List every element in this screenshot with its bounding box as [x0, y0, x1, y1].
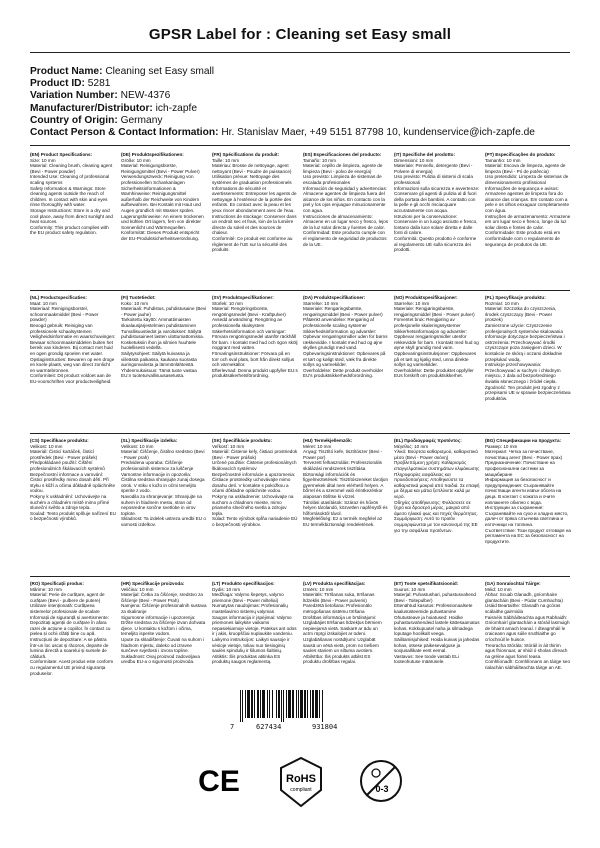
spec-body: Tamaño: 10 mm Material: cepillo de limpieza, agente de limpieza (Bevi - polvo de energía) Uso previsto: Limpieza de sistemas de escalada profesionales Información de seguridad y advertencias: Almacene agentes de limpieza fuera del alcance de los niños. En contacto con la piel y los ojos enjuague minuciosamente con agua. Instrucciones de almacenamiento: Almacene en un lugar seco y fresco, lejos de la luz solar directa y fuentes de calor. Conformidad: Este producto cumple con el reglamento de seguridad de productos de la UE. — [303, 157, 389, 247]
barcode-bar — [242, 690, 243, 722]
contact-row: Contact Person & Contact Information: Hr. Stanislav Maer, +49 5151 87798 10, kundenservice@ich-zapfe.de — [30, 127, 535, 139]
spec-cell — [303, 295, 389, 429]
barcode-bar — [322, 690, 323, 722]
barcode-group-right: 931804 — [312, 723, 338, 731]
barcode-bar — [260, 690, 261, 718]
barcode-bar — [251, 690, 253, 718]
spec-cell — [394, 295, 480, 429]
spec-heading: (DE) Produktspezifikationen: — [121, 152, 184, 157]
spec-body: Rozmiar: 10 mm Materiał: Szczotka do czyszczenia, środek czyszczący (Bevi - Power proszek) Zamierzone użycie: Czyszczenie profesjonalnych systemów skalowania Informacje dotyczące bezpieczeństwa i ostrzeżenia: Przechowywać środki czyszczące poza zasięgiem dzieci. W kontakcie ze skórą i oczami dokładnie przepłukać wodą. Instrukcje przechowywania: Przechowywać w suchym i chłodnym miejscu, z dala od bezpośredniego światła słonecznego i źródeł ciepła. Zgodność: Ten produkt jest zgodny z przepisami UE w sprawie bezpieczeństwa produktów. — [485, 300, 571, 401]
spec-body: Velikost: 10 mm Material: Čiščenje, čistilno sredstvo (Bevi - Power prah) Predvidena uporaba: Čiščenje profesionalnih sistemov za luščenje Varnostne informacije in opozorila: Čistilna sredstva shranjujte zunaj dosega otrok. V stiku s kožo in očmi temeljito sperite z vodo. Navodila za shranjevanje: Shranjujte na suhem in hladnem mestu, stran od neposredne sončne svetlobe in virov toplote. Skladnost: Ta izdelek ustreza uredbi EU o varnosti izdelkov. — [121, 443, 206, 527]
barcode-bar — [247, 690, 250, 718]
spec-body: Størrelse: 10 mm Materiale: Rengjøringsbørste, rengjøringsmiddel (Bevi - Power pulver) Forventet bruk: Rengjøring av profesjonelle skaleringssystemer Sikkerhetsinformasjon og advarsler: Oppbevar rengjøringsmidler utenfor rekkevidde for barn. I kontakt med hud og øyne skyll grundig med vann. Oppbevaringsinstruksjoner: Oppbevares på et tørt og kjølig sted, unna direkte sollys og varmekilder. Overholdelse: Dette produktet oppfyller EUs forskrift om produktsikkerhet. — [394, 300, 479, 379]
spec-body: Méret: 10 mm Anyag: Tisztító kefe, tisztítószer (Bevi - Power por) Tervezett felhasználás: Professzionális skálázási rendszerek tisztítása Biztonsági információk és figyelmeztetések: Tisztítószereket tároljon gyermekek által nem elérhető helyen. A bőrrel és a szemmel való érintkezéskor alaposan öblítse ki vízzel. Tárolási utasítások: Száraz és hűvös helyen tárolandó, közvetlen napfénytől és hőforrásoktól távol. Megfelelőség: Ez a termék megfelel az EU termékbiztonsági rendeletének. — [303, 443, 389, 527]
spec-body: Размер: 10 mm Материал: Четка за почистване, почистващ агент (Bevi - Power прах) Предназначение: Почистване на професионални системи за мащабиране Информация за безопасност и предупреждения: Съхранявайте почистващи агенти извън обсега на деца. В контакт с кожата и очите изплакнете обилно с вода. Инструкции за съхранение: Съхранявайте на сухо и хладно място, далеч от пряка слънчева светлина и източници на топлина. Съответствие: Този продукт отговаря на регламента на ЕС за безопасност на продуктите. — [485, 443, 571, 544]
barcode-bar — [315, 690, 318, 718]
spec-cell — [30, 295, 116, 429]
spec-heading: (ES) Especificaciones del producto: — [303, 152, 382, 157]
spec-body: Tamanho: 10 mm Material: Escova de limpeza, agente de limpeza (Bevi - Pó de potência) Uso pretendido: Limpeza de sistemas de dimensionamento profissional Informações de segurança e avisos: Armazene agentes de limpeza fora do alcance das crianças. Em contato com a pele e os olhos enxaguar completamente com água. Instruções de armazenamento: Armazene em um lugar seco e fresco, longe da luz solar direta e fontes de calor. Conformidade: Este produto está em conformidade com o regulamento de segurança de produtos da UE. — [485, 157, 571, 247]
spec-body: Size: 10 mm Material: Cleaning brush, cleaning agent (Bevi - Power powder) Intended Use: Cleaning of professional scaling systems Safety Information & Warnings: Store cleaning agents outside the reach of children. In contact with skin and eyes rinse thoroughly with water. Storage Instructions: Store in a dry and cool place, away from direct sunlight and heat sources. Conformity: This product complies with the EU product safety regulation. — [30, 157, 113, 236]
barcode-bar — [245, 690, 246, 718]
spec-band — [30, 152, 571, 286]
barcode-bar — [310, 690, 311, 718]
spec-cell — [30, 152, 116, 286]
spec-body: Taille: 10 mm Matériau: Brosse de nettoyage, agent nettoyant (Bevi - Poudre de puissance) Utilisation prévue: Nettoyage des systèmes de graduation professionnels Informations de sécurité et avertissements: Entreposer les agents de nettoyage à l'extérieur de la portée des enfants. En contact avec la peau et les yeux rincer abondamment avec de l'eau. Instructions de stockage: Conserver dans un endroit sec et frais, loin de la lumière directe du soleil et des sources de chaleur. Conformité: Ce produit est conforme au règlement de l'UE sur la sécurité des produits. — [212, 157, 297, 253]
spec-cell — [121, 152, 207, 286]
spec-heading: (EL) Προδιαγραφές προϊόντος: — [394, 438, 462, 443]
label-title: GPSR Label for : Cleaning set Easy small — [148, 26, 452, 43]
barcode-bar — [304, 690, 306, 718]
barcode-bars — [238, 690, 370, 722]
rohs-mark-icon — [277, 756, 325, 808]
barcode-bar — [300, 690, 303, 718]
spec-body: Veľkosť: 10 mm Materiál: Čistenie kefy, čistiaci prostriedok (Bevi - Power prášok) Určené použitie: Čistenie profesionálnych škálovacích systémov Bezpečnostné informácie a upozornenia: Čistiace prostriedky uchovávajte mimo dosahu detí. V kontakte s pokožkou a očami dôkladne opláchnite vodou. Pokyny na uskladnenie: Uchovávajte na suchom a chladnom mieste, mimo priameho slnečného svetla a zdrojov tepla. Súlad: Tento výrobok spĺňa nariadenie EÚ o bezpečnosti výrobkov. — [212, 443, 298, 527]
spec-heading: (SK) Špecifikácie produktu: — [212, 438, 272, 443]
barcode-bar — [272, 690, 273, 718]
spec-cell — [394, 438, 480, 572]
spec-heading: (ET) Toote spetsifikatsioonid: — [394, 581, 459, 586]
divider — [30, 52, 570, 53]
spec-heading: (EN) Product Specifications: — [30, 152, 93, 157]
spec-body: Méid: 10 mm Ábhar: Scuab Glanadh, gníomhaire glantacháin (Bevi - Púdar Cumhachta) Úsáid Beartaithe: Glanadh na gcóras scálaithe gairmiúla Faisnéis Sábháilteachta agus Rabhaidh: Gníomhairí glantacháin a stóráil lasmuigh de bhaint amach leanaí. I dteagmháil le craiceann agus súile sruthlaithe go críochnúil le huisce. Treoracha Stórála: Stóráil in áit thirim agus fhionnuar, ar shiúl ó sholas díreach na gréine agus foinsí teasa. Comhlíonadh: Comhlíonann an táirge seo rialachán sábháilteachta táirge an AE. — [485, 586, 571, 670]
spec-cell — [485, 581, 571, 715]
spec-heading: (CS) Specifikace produktu: — [30, 438, 89, 443]
spec-body: Μέγεθος: 10 mm Υλικό: Βούρτσα καθαρισμού, καθαριστικό μέσο (Bevi - Power σκόνη) Προβλεπόμενη χρήση: Καθαρισμός επαγγελματικών συστημάτων κλιμάκωσης Πληροφορίες ασφάλειας και προειδοποιήσεις: Αποθηκεύστε τα καθαριστικά μακριά από παιδιά. Σε επαφή με δέρμα και μάτια ξεπλύνετε καλά με νερό. Οδηγίες αποθήκευσης: Φυλάσσετε σε ξηρό και δροσερό μέρος, μακριά από άμεσο ηλιακό φως και πηγές θερμότητας. Συμμόρφωση: Αυτό το προϊόν συμμορφώνεται με τον κανονισμό της ΕΕ για την ασφάλεια προϊόντων. — [394, 443, 480, 533]
spec-heading: (LT) Produkto specifikacijos: — [212, 581, 275, 586]
divider — [30, 433, 570, 434]
spec-body: Størrelse: 10 mm Materiale: Rengøringsbørste, rengøringsmiddel (Bevi - Power pulver) Påtænkt anvendelse: Rengøring af professionelle scaling systemer Sikkerhedsinformation og advarsler: Opbevar rengøringsmidler uden for børns rækkevidde. I kontakt med hud og øjne skylles grundigt med vand. Opbevaringsinstruktioner: Opbevares på et tørt og køligt sted, væk fra direkte sollys og varmekilder. Overholdelse: Dette produkt overholder EU's produktsikkerhedsforordning. — [303, 300, 388, 379]
spec-cell — [485, 295, 571, 429]
barcode-bar — [312, 690, 314, 718]
svg-text:0-3: 0-3 — [375, 784, 389, 794]
spec-cell — [485, 438, 571, 572]
spec-body: Velikost: 10 mm Materiál: Čisticí kartáček, čisticí prostředek (Bevi - Power prášek) Předpokládané použití: Čištění profesionálních škálovacích systémů Bezpečnostní informace a varování: Čisticí prostředky mimo dosah dětí. Při styku s kůží a očima důkladně opláchněte vodou. Pokyny k uskladnění: Uchovávejte na suchém a chladném místě mimo přímé sluneční světlo a zdroje tepla. Soulad: Tento produkt splňuje nařízení EU o bezpečnosti výrobků. — [30, 443, 116, 522]
barcode-bar — [254, 690, 255, 718]
spec-heading: (GA) Sonraíochtaí Táirge: — [485, 581, 541, 586]
spec-heading: (IT) Specifiche del prodotto: — [394, 152, 455, 157]
product-info — [30, 66, 575, 139]
ean-barcode — [230, 690, 380, 734]
spec-heading: (RO) Specificații produs: — [30, 581, 84, 586]
spec-cell — [121, 438, 207, 572]
spec-cell — [394, 581, 480, 715]
spec-heading: (NL) Productspecificaties: — [30, 295, 87, 300]
spec-body: Koko: 10 mm Materiaali: Puhdistus, puhdistusaine (Bevi - Power jauhe) Tarkoitettu käyttö: Ammattimaisten skaalausjärjestelmien puhdistaminen Turvallisuustiedot ja varoitukset: Säilytä puhdistusaineet lasten ulottumattomissa. Kosketuksiin ihon ja silmien huuhtele huolellisesti vedellä. Säilytysohjeet: Säilytä kuivassa ja viileässä paikassa, kaukana suorasta auringonvalosta ja lämmönlähteistä. Yhdenmukaisuus: Tämä tuote vastaa EU:n tuoteturvallisuusasetusta. — [121, 300, 207, 379]
product-id-row: Product ID: 5281 — [30, 78, 111, 90]
spec-cell — [30, 581, 116, 715]
barcode-bar — [269, 690, 270, 718]
divider — [30, 290, 570, 291]
variation-number-row: Variation Number: NEW-4376 — [30, 90, 171, 102]
spec-cell — [212, 295, 298, 429]
product-name-row: Product Name: Cleaning set Easy small — [30, 66, 215, 77]
barcode-bar — [296, 690, 297, 718]
spec-cell — [303, 438, 389, 572]
spec-cell — [212, 438, 298, 572]
barcode-bar — [240, 690, 241, 722]
spec-body: Veličina: 10 mm Materijal: Četka za čišćenje, sredstvo za čišćenje (Bevi - Power Prah) Namjena: Čišćenje profesionalnih sustava za skaliranje Sigurnosne informacije i upozorenja: Držite sredstva za čišćenje izvan dohvata djece. U kontaktu s kožom i očima, temeljito isperite vodom. Upute za skladištenje: Čuvati na suhom i hladnom mjestu, daleko od izravne sunčeve svjetlosti i izvora topline. Sukladnost: Ovaj proizvod zadovoljava uredbu EU-a o sigurnosti proizvoda. — [121, 586, 207, 665]
spec-body: Mărime: 10 mm Material: Perie de curățare, agent de curățare (Bevi - pulbere de putere) Utilizare intenționată: Curățarea sistemelor profesionale de scalare Informații de siguranță și avertismente: Depozitați agenții de curățare în afara razei de acțiune a copiilor. În contact cu pielea și ochii clătiți bine cu apă. Instrucțiuni de depozitare: A se păstra într-un loc uscat și răcoros, departe de lumina directă a soarelui și sursele de căldură. Conformitate: Acest produs este conform cu regulamentul UE privind siguranța produselor. — [30, 586, 114, 676]
spec-body: Suurus: 10 mm Materjal: Puhastushari, puhastusvahend (Bevi - Toitepulber) Ettenähtud kasutus: Professionaalsete kaalusüsteemide puhastamine Ohutusteave ja hoiatused: Hoidke puhastusvahendeid lastele kättesaamatus kohas. Kokkupuutel naha ja silmadega loputage hoolikalt veega. Säilitamisjuhised: Hoida kuivas ja jahedas kohas, otsese päikesevalguse ja soojusallikate eest eemal. Vastavus: See toode vastab ELi tooteohutuse määrusele. — [394, 586, 480, 665]
barcode-bar — [267, 690, 268, 718]
spec-body: Größe: 10 mm Material: Reinigungsbürste, Reinigungsmittel (Bevi - Power Pulver) Verwendungszweck: Reinigung von professionellen Schankanlagen Sicherheitsinformationen & Warnhinweise: Reinigungsmittel außerhalb der Reichweite von Kindern aufbewahren. Bei Kontakt mit Haut und Augen gründlich mit Wasser spülen. Lagerungshinweise: An einem trockenen und kühlen Ort lagern, fern von direkter Sonnenlicht und Wärmequellen. Konformität: Dieses Produkt entspricht der EU-Produktsicherheitsverordnung. — [121, 157, 204, 241]
spec-heading: (SV) Produktspecifikationer: — [212, 295, 274, 300]
barcode-bar — [276, 690, 277, 718]
barcode-bar — [257, 690, 259, 718]
barcode-bar — [283, 690, 284, 722]
ce-mark-icon — [198, 760, 240, 802]
manufacturer-row: Manufacturer/Distributor: ich-zapfe — [30, 102, 198, 114]
spec-cell — [121, 581, 207, 715]
spec-heading: (DA) Produktspecifikationer: — [303, 295, 366, 300]
divider — [30, 576, 570, 577]
spec-cell — [121, 295, 207, 429]
barcode-bar — [292, 690, 294, 718]
spec-heading: (HU) Termékjellemzők: — [303, 438, 353, 443]
barcode-group-left: 627434 — [256, 723, 282, 731]
spec-cell — [394, 152, 480, 286]
spec-band — [30, 438, 571, 572]
spec-cell — [485, 152, 571, 286]
spec-heading: (PT) Especificações do produto: — [485, 152, 556, 157]
spec-band — [30, 295, 571, 429]
barcode-bar — [262, 690, 265, 718]
barcode-bar — [281, 690, 282, 722]
spec-body: Dydis: 10 mm Medžiaga: Valymo šepetys, valymo priemonė (Bevi - Power milteliai) Numatytas naudojimas: Profesionalių masteliavimo sistemų valymas Saugos informacija ir įspėjimai: Valymo priemones laikykite vaikams nepasiekiamoje vietoje. Patekus ant odos ir į akis, kruopščiai nuplaukite vandeniu. Laikymo instrukcijos: Laikyti sausoje ir vėsioje vietoje, toliau nuo tiesioginių saulės spindulių ir šilumos šaltinių. Atitiktis: Šis produktas atitinka ES produktų saugos reglamentą. — [212, 586, 297, 665]
spec-cell — [212, 152, 298, 286]
spec-heading: (FI) Tuotetiedot: — [121, 295, 156, 300]
spec-heading: (HR) Specifikacije proizvoda: — [121, 581, 185, 586]
spec-heading: (FR) Spécifications du produit: — [212, 152, 280, 157]
country-of-origin-row: Country of Origin: Germany — [30, 114, 163, 126]
barcode-bar — [278, 690, 280, 718]
barcode-bar — [298, 690, 299, 718]
divider — [30, 145, 570, 146]
svg-text:compliant: compliant — [290, 787, 312, 793]
spec-body: Storlek: 10 mm Material: Rengöringsborste, rengöringsmedel (Bevi - Kraftpulver) Avsedd användning: Rengöring av professionella skalsystem Säkerhetsinformation och varningar: Förvara rengöringsmedel utanför räckhåll för barn. I kontakt med hud och ögon skölj noggrant med vatten. Förvaringsinstruktioner: Förvara på en torr och sval plats, bort från direkt solljus och värmekällor. Efterlevnad: Denna produkt uppfyller EU:s produktsäkerhetsförordning. — [212, 300, 298, 379]
spec-heading: (NO) Produktspesifikasjoner: — [394, 295, 458, 300]
spec-heading: (PL) Specyfikacje produktu: — [485, 295, 546, 300]
spec-body: Izmērs: 10 mm Materiāls: Tīrīšanas suka, tīrīšanas līdzeklis (Bevi - Power pulveris) Paredzētā lietošana: Profesionālo mērogošanas sistēmu tīrīšana Drošības informācija un brīdinājumi: Uzglabājiet tīrīšanas līdzekļus bērniem nepieejamā vietā. Saskarē ar ādu un acīm rūpīgi izskalojiet ar ūdeni. Uzglabāšanas norādījumi: Uzglabāt sausā un vēsā vietā, prom no tiešiem saules stariem un siltuma avotiem. Atbilstība: Šis produkts atbilst ES produktu drošības regulai. — [303, 586, 382, 665]
barcode-bar — [288, 690, 291, 718]
spec-cell — [30, 438, 116, 572]
spec-body: Dimensioni: 10 mm Materiale: Pennello, detergente (Bevi - Polvere di energia) Uso previsto: Pulizia di sistemi di scala professionali Informazioni sulla sicurezza e avvertenze: Conservare gli agenti di pulizia al di fuori della portata dei bambini. A contatto con la pelle e gli occhi risciacquare accuratamente con acqua. Istruzioni per la conservazione: Conservare in un luogo asciutto e fresco, lontano dalla luce solare diretta e dalle fonti di calore. Conformità: Questo prodotto è conforme al regolamento UE sulla sicurezza dei prodotti. — [394, 157, 480, 253]
barcode-bar — [307, 690, 308, 718]
spec-body: Maat: 10 mm Materiaal: Reinigingsborstel, schoonmaakmiddel (Bevi - Power powder) Beoogd gebruik: Reiniging van professionele schaalsystemen Veiligheidsinformatie en waarschuwingen: Bewaar schoonmaakmiddelen buiten het bereik van kinderen. Bij contact met huid en ogen grondig spoelen met water. Opslaginstructies: Bewaren op een droge en koele plaats, weg van direct zonlicht en warmtebronnen. Conformiteit: Dit product voldoet aan de EU-voorschriften voor productveiligheid. — [30, 300, 116, 384]
svg-text:CE: CE — [198, 765, 240, 798]
spec-heading: (LV) Produkta specifikācijas: — [303, 581, 366, 586]
barcode-bar — [286, 690, 287, 718]
barcode-digit-first: 7 — [230, 723, 235, 731]
spec-heading: (SL) Specifikacije izdelka: — [121, 438, 178, 443]
age-warning-icon — [358, 758, 404, 804]
barcode-bar — [319, 690, 320, 718]
spec-heading: (BG) Спецификации на продукта: — [485, 438, 562, 443]
svg-text:RoHS: RoHS — [286, 773, 316, 785]
spec-cell — [303, 152, 389, 286]
